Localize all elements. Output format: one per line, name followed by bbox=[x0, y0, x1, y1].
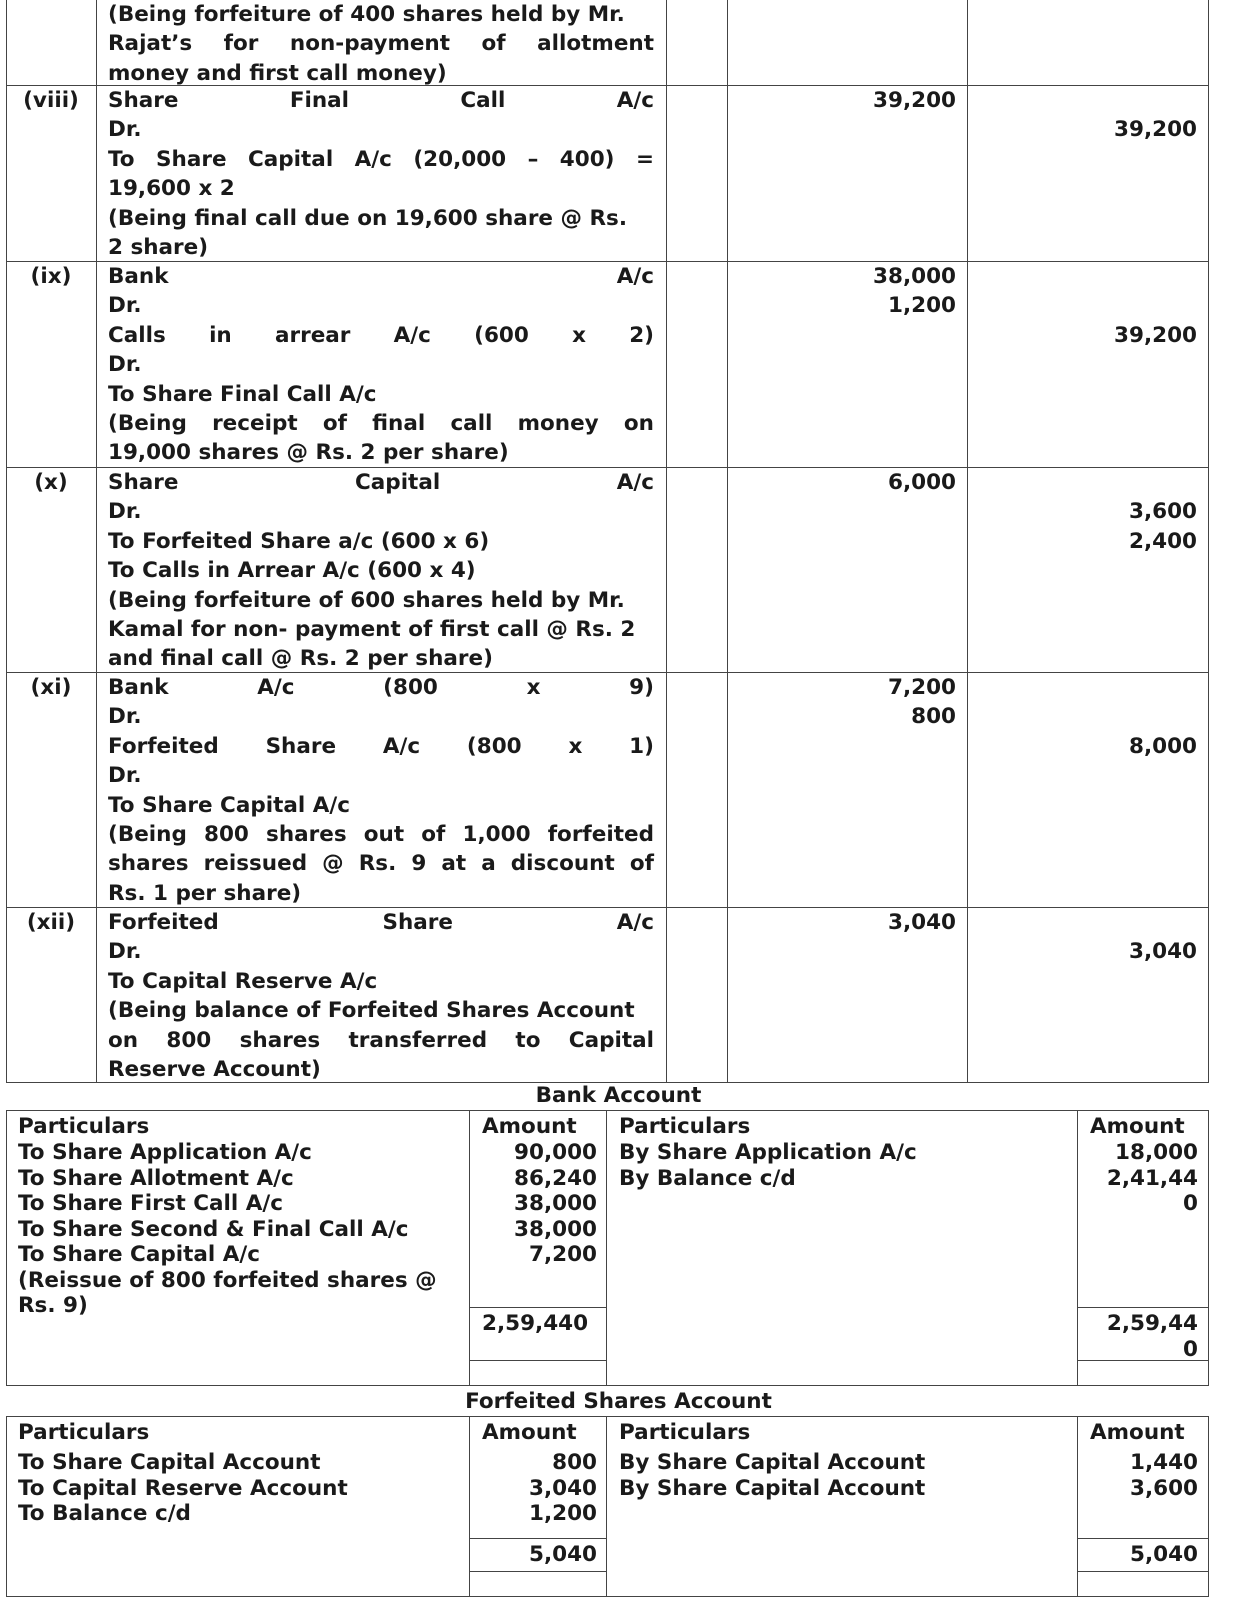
forfeited-header-particulars-left: Particulars bbox=[18, 1420, 150, 1445]
forfeited-left-particulars: To Share Capital Account To Capital Reserve Account To Balance c/d bbox=[18, 1450, 348, 1526]
bank-account-title: Bank Account bbox=[535, 1083, 702, 1108]
entry-number: (viii) bbox=[23, 88, 79, 113]
bank-right-amounts: 18,000 2,41,44 0 bbox=[1106, 1140, 1198, 1216]
entry-particulars: Bank A/c Dr. Calls in arrear A/c (600 x 2) Dr. To Share Final Call A/c (Being receipt of final call money on 19,000 shares @ Rs. 2 per share) bbox=[108, 264, 654, 466]
credit-amount: 39,200 bbox=[1114, 117, 1197, 142]
entry-number: (x) bbox=[34, 470, 68, 495]
debit-amount: 3,040 bbox=[887, 910, 956, 935]
credit-amount: 3,600 2,400 bbox=[1128, 499, 1197, 554]
entry-particulars: Forfeited Share A/c Dr. To Capital Reserve A/c (Being balance of Forfeited Shares Account on 800 shares transferred to Capital Reserve Account) bbox=[108, 910, 654, 1083]
forfeited-right-amounts: 1,440 3,600 bbox=[1129, 1450, 1198, 1501]
bank-header-amount-right: Amount bbox=[1090, 1114, 1185, 1139]
entry-particulars: Share Capital A/c Dr. To Forfeited Share a/c (600 x 6) To Calls in Arrear A/c (600 x 4) (Being forfeiture of 600 shares held by Mr. Kamal for non- payment of first call @ Rs. 2 and final call @ Rs. 2 per share) bbox=[108, 470, 654, 672]
debit-amount: 39,200 bbox=[873, 88, 956, 113]
forfeited-left-total: 5,040 bbox=[528, 1542, 597, 1567]
debit-amount: 6,000 bbox=[887, 470, 956, 495]
entry-number: (xii) bbox=[26, 910, 76, 935]
entry-particulars: Share Final Call A/c Dr. To Share Capital A/c (20,000 – 400) = 19,600 x 2 (Being final call due on 19,600 share @ Rs. 2 share) bbox=[108, 88, 654, 261]
bank-right-particulars: By Share Application A/c By Balance c/d bbox=[619, 1140, 917, 1191]
bank-header-particulars-left: Particulars bbox=[18, 1114, 150, 1139]
forfeited-left-amounts: 800 3,040 1,200 bbox=[528, 1450, 597, 1526]
bank-right-total: 2,59,44 0 bbox=[1106, 1311, 1198, 1362]
bank-header-particulars-right: Particulars bbox=[619, 1114, 751, 1139]
credit-amount: 3,040 bbox=[1128, 939, 1197, 965]
credit-amount: 8,000 bbox=[1128, 733, 1197, 759]
bank-left-amounts: 90,000 86,240 38,000 38,000 7,200 bbox=[514, 1140, 597, 1267]
forfeited-header-amount-left: Amount bbox=[482, 1420, 577, 1445]
bank-left-total: 2,59,440 bbox=[482, 1311, 589, 1336]
entry-number: (ix) bbox=[30, 264, 72, 289]
forfeited-header-particulars-right: Particulars bbox=[619, 1420, 751, 1445]
forfeited-right-particulars: By Share Capital Account By Share Capital Account bbox=[619, 1450, 926, 1501]
credit-amount: 39,200 bbox=[1114, 322, 1197, 348]
top-narration: (Being forfeiture of 400 shares held by Mr. Rajat’s for non-payment of allotment money and first call money) bbox=[108, 2, 654, 86]
entry-number: (xi) bbox=[30, 675, 72, 700]
forfeited-right-total: 5,040 bbox=[1129, 1542, 1198, 1567]
entry-particulars: Bank A/c (800 x 9) Dr. Forfeited Share A/c (800 x 1) Dr. To Share Capital A/c (Being 800 shares out of 1,000 forfeited shares reissued @ Rs. 9 at a discount of Rs. 1 per share) bbox=[108, 675, 654, 906]
forfeited-header-amount-right: Amount bbox=[1090, 1420, 1185, 1445]
bank-left-particulars: To Share Application A/c To Share Allotment A/c To Share First Call A/c To Share Second & Final Call A/c To Share Capital A/c (Reissue of 800 forfeited shares @ Rs. 9) bbox=[18, 1140, 437, 1318]
bank-header-amount-left: Amount bbox=[482, 1114, 577, 1139]
debit-amount: 38,000 1,200 bbox=[873, 264, 956, 319]
forfeited-account-title: Forfeited Shares Account bbox=[465, 1389, 772, 1414]
debit-amount: 7,200 800 bbox=[887, 675, 956, 730]
